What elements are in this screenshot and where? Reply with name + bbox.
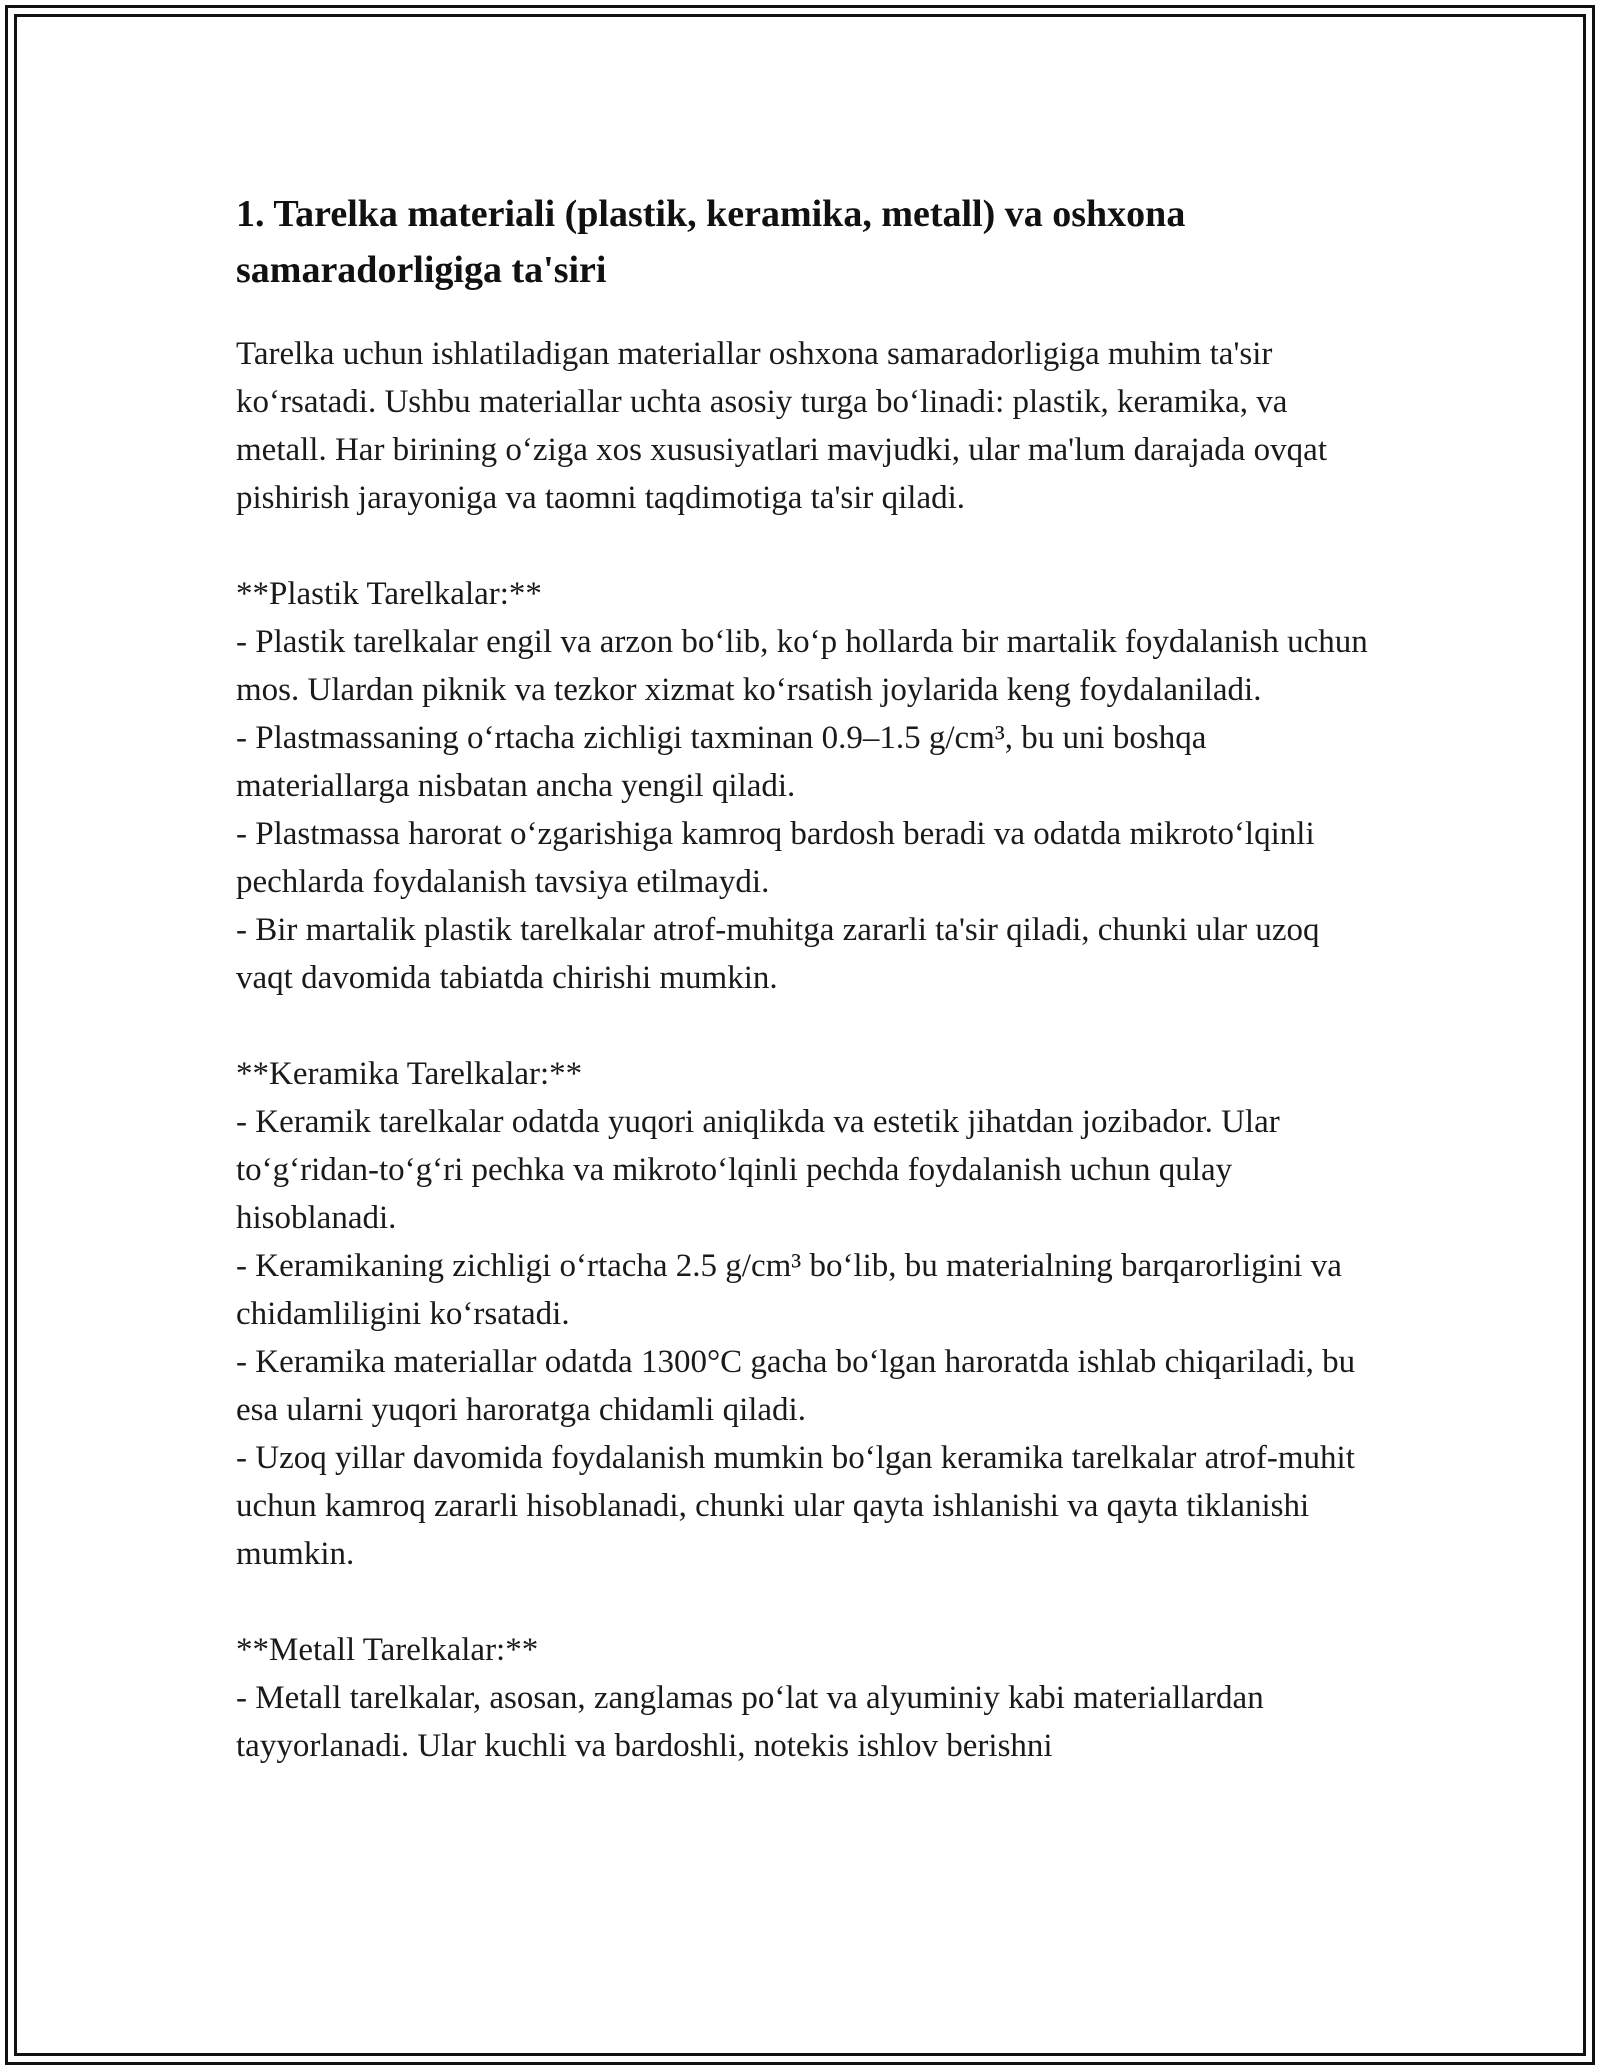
list-item: - Keramikaning zichligi o‘rtacha 2.5 g/cm³ bo‘lib, bu materialning barqarorligini va chidamliligini ko‘rsatadi.: [236, 1248, 1342, 1332]
section-heading: **Plastik Tarelkalar:**: [236, 576, 542, 612]
list-item: - Keramik tarelkalar odatda yuqori aniqlikda va estetik jihatdan jozibador. Ular to‘g‘ridan-to‘g‘ri pechka va mikroto‘lqinli pechda foydalanish uchun qulay hisoblanadi.: [236, 1104, 1280, 1236]
list-item: - Plastmassaning o‘rtacha zichligi taxminan 0.9–1.5 g/cm³, bu uni boshqa materiallarga nisbatan ancha yengil qiladi.: [236, 720, 1207, 804]
list-item: - Plastik tarelkalar engil va arzon bo‘lib, ko‘p hollarda bir martalik foydalanish uchun mos. Ulardan piknik va tezkor xizmat ko‘rsatish joylarida keng foydalaniladi.: [236, 624, 1368, 708]
section-heading: **Keramika Tarelkalar:**: [236, 1056, 583, 1092]
list-item: - Metall tarelkalar, asosan, zanglamas po‘lat va alyuminiy kabi materiallardan tayyorlanadi. Ular kuchli va bardoshli, notekis ishlov berishni: [236, 1680, 1264, 1764]
list-item: - Uzoq yillar davomida foydalanish mumkin bo‘lgan keramika tarelkalar atrof-muhit uchun kamroq zararli hisoblanadi, chunki ular qayta ishlanishi va qayta tiklanishi mumkin.: [236, 1440, 1355, 1572]
list-item: - Bir martalik plastik tarelkalar atrof-muhitga zararli ta'sir qiladi, chunki ular uzoq vaqt davomida tabiatda chirishi mumkin.: [236, 912, 1320, 996]
section-heading: **Metall Tarelkalar:**: [236, 1632, 539, 1668]
section-plastik: [236, 570, 1376, 1002]
spacer: [236, 1578, 1376, 1626]
list-item: - Keramika materiallar odatda 1300°C gacha bo‘lgan haroratda ishlab chiqariladi, bu esa ularni yuqori haroratga chidamli qiladi.: [236, 1344, 1356, 1428]
list-item: - Plastmassa harorat o‘zgarishiga kamroq bardosh beradi va odatda mikroto‘lqinli pechlarda foydalanish tavsiya etilmaydi.: [236, 816, 1315, 900]
spacer: [236, 1002, 1376, 1050]
spacer: [236, 522, 1376, 570]
intro-paragraph: Tarelka uchun ishlatiladigan materiallar oshxona samaradorligiga muhim ta'sir ko‘rsatadi. Ushbu materiallar uchta asosiy turga bo‘linadi: plastik, keramika, va metall. Har birining o‘ziga xos xususiyatlari mavjudki, ular ma'lum darajada ovqat pishirish jarayoniga va taomni taqdimotiga ta'sir qiladi.: [236, 336, 1327, 516]
section-keramika: [236, 1050, 1376, 1578]
document-title: 1. Tarelka materiali (plastik, keramika, metall) va oshxona samaradorligiga ta'siri: [236, 193, 1186, 291]
document-body: [236, 186, 1376, 1770]
section-metall: [236, 1626, 1376, 1770]
